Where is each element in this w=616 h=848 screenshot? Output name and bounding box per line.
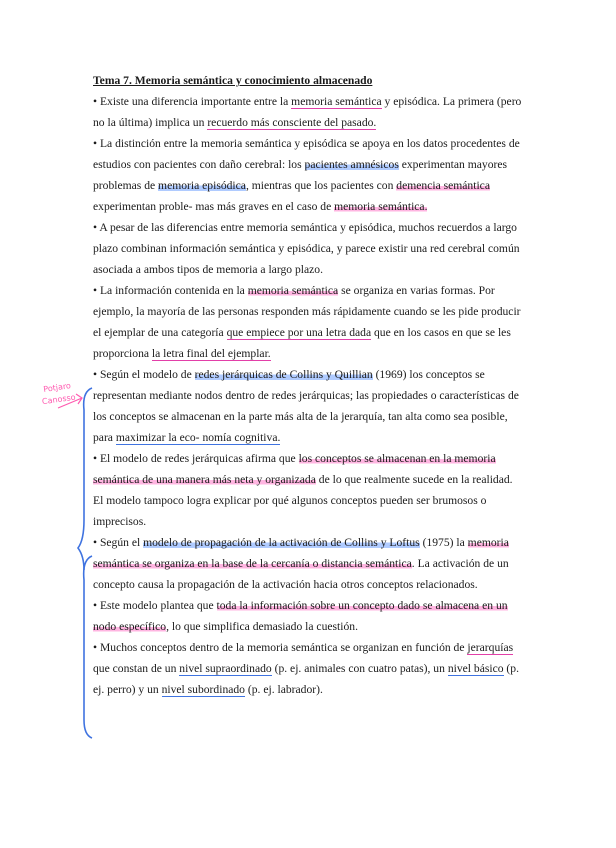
marked-text: nivel supraordinado [179,662,272,675]
text-run: , lo que simplifica demasiado la cuestión. [166,620,358,633]
text-run: • Este modelo plantea que [93,599,217,612]
paragraph [93,133,525,217]
text-run: • A pesar de las diferencias entre memoria semántica y episódica, muchos recuerdos a largo plazo combinan información semántica y episódica, y parece existir una red cerebral común asociada a ambos tipos de memoria a largo plazo. [93,221,520,276]
text-run: • El modelo de redes jerárquicas afirma que [93,452,299,465]
marked-text: los conceptos se almacenan en la memoria semántica de una manera más neta y organizada [93,452,496,486]
blue-bracket-upper [78,388,92,570]
marked-text: redes jerárquicas de Collins y Quillian [194,368,373,381]
text-run: (1975) la [419,536,468,549]
text-run: • Existe una diferencia importante entre la [93,95,292,108]
page-title: Tema 7. Memoria semántica y conocimiento almacenado [93,74,373,87]
paragraph [93,280,525,364]
margin-note-line: Canosso [41,392,77,407]
marked-text: memoria semántica [291,95,382,108]
paragraph [93,595,525,637]
text-run: de lo que realmente sucede en la realidad. El modelo tampoco logra explicar por qué algunos conceptos pueden ser brumosos o imprecisos. [93,473,513,528]
text-run: (p. ej. animales con cuatro patas), un [271,662,448,675]
text-run: que constan de un [93,662,180,675]
text-run: • La información contenida en la [93,284,248,297]
blue-bracket-lower [84,556,92,738]
paragraph-list [93,91,525,700]
text-run: • La distinción entre la memoria semántica y episódica se apoya en los datos procedentes de estudios con pacientes con daño cerebral: los [93,137,520,171]
text-run: y episódica. La primera (pero no la última) implica un [93,95,522,129]
paragraph [93,448,525,532]
text-run: • Según el [93,536,144,549]
text-run: . La activación de un concepto causa la propagación de la activación hacia otros conceptos relacionados. [93,557,509,591]
paragraph [93,637,525,700]
text-run: • Muchos conceptos dentro de la memoria semántica se organizan en función de [93,641,468,654]
marked-text: recuerdo más consciente del pasado. [207,116,377,129]
text-run: (1969) los conceptos se representan mediante nodos dentro de redes jerárquicas; las propiedades o características de los conceptos se almacenan en la parte más alta de la jerarquía, tan alta como sea posible, para [93,368,519,444]
text-run: (p. ej. labrador). [244,683,323,696]
paragraph [93,532,525,595]
text-run: experimentan proble- mas más graves en el caso de [93,200,335,213]
text-run: (p. ej. perro) y un [93,662,519,696]
document-body [93,70,525,700]
marked-text: jerarquías [467,641,514,654]
marked-text: memoria semántica se organiza en la base de la cercanía o distancia semántica [93,536,509,570]
text-run: • Según el modelo de [93,368,195,381]
paragraph [93,91,525,133]
marked-text: toda la información sobre un concepto dado se almacena en un nodo específico [93,599,508,633]
paragraph [93,364,525,448]
marked-text: la letra final del ejemplar. [151,347,271,360]
marked-text: demencia semántica [396,179,490,192]
marked-text: memoria semántica [247,284,339,297]
marked-text: modelo de propagación de la activación de Collins y Loftus [143,536,420,549]
text-run: que en los casos en que se les proporciona [93,326,511,360]
marked-text: que empiece por una letra dada [226,326,372,339]
text-run: , mientras que los pacientes con [245,179,397,192]
marked-text: maximizar la eco- nomía cognitiva. [115,431,281,444]
marked-text: nivel básico [447,662,504,675]
paragraph [93,217,525,280]
marked-text: memoria semántica. [334,200,428,213]
margin-note-line: Potjaro [42,381,72,394]
text-run: experimentan mayores problemas de [93,158,508,192]
marked-text: memoria episódica [158,179,246,192]
marked-text: nivel subordinado [161,683,245,696]
marked-text: pacientes amnésicos [304,158,399,171]
text-run: se organiza en varias formas. Por ejemplo, la mayoría de las personas responden más rápidamente cuando se les pide producir el ejemplar de una categoría [93,284,521,339]
